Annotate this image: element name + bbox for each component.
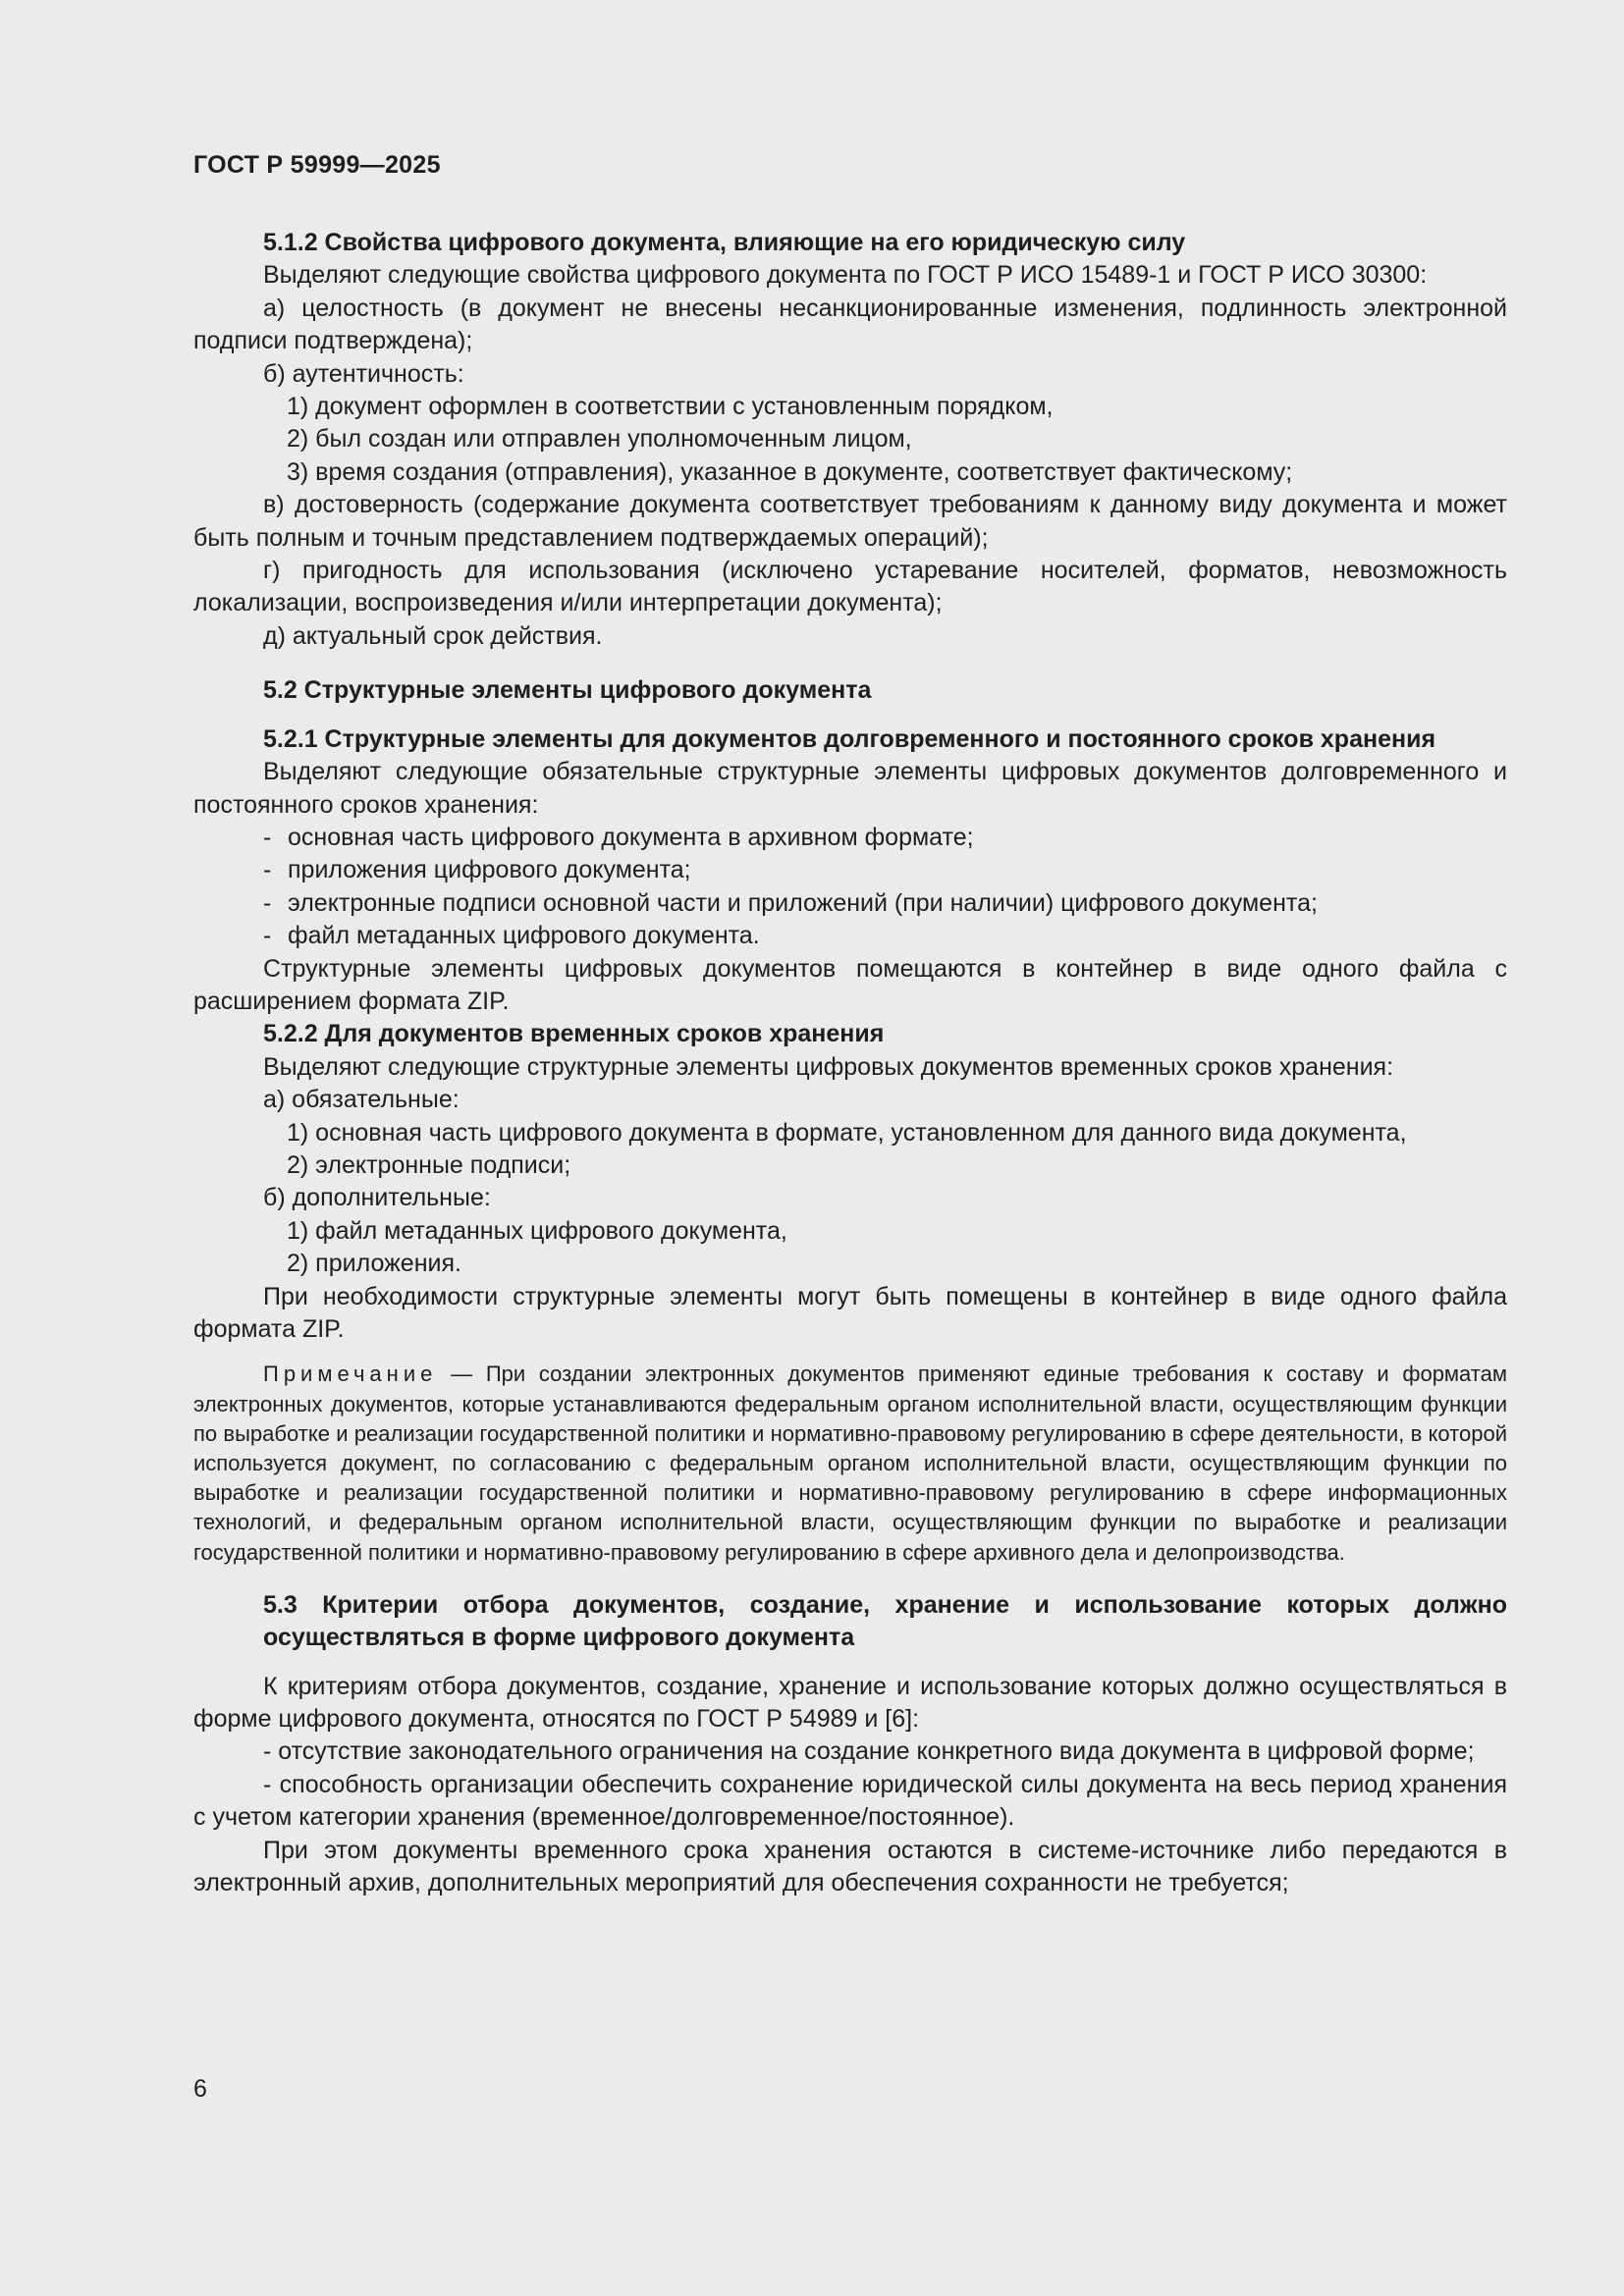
page-number: 6	[193, 2075, 207, 2103]
note-text: — При создании электронных документов применяют единые требования к составу и форматам электронных документов, которые устанавливаются федеральным органом исполнительной власти, осуществляющим функции по выработке и реализации государственной политики и нормативно-правовому регулированию в сфере деятельности, в которой используется документ, по согласованию с федеральным органом исполнительной власти, осуществляющим функции по выработке и реализации государственной политики и нормативно-правовому регулированию в сфере информационных технологий, и федеральным органом исполнительной власти, осуществляющим функции по выработке и реализации государственной политики и нормативно-правовому регулированию в сфере архивного дела и делопроизводства.	[193, 1362, 1507, 1565]
dash-item: - отсутствие законодательного ограничения на создание конкретного вида документа в цифровой форме;	[263, 1737, 1475, 1766]
dash-item: - основная часть цифрового документа в архивном формате;	[263, 823, 974, 851]
section-5-2-2-outro: При необходимости структурные элементы могут быть помещены в контейнер в виде одного файла формата ZIP.	[193, 1282, 1507, 1343]
section-5-2-2-intro: Выделяют следующие структурные элементы цифровых документов временных сроков хранения:	[263, 1052, 1394, 1081]
list-subitem-b1: 1) файл метаданных цифрового документа,	[287, 1216, 787, 1245]
section-5-3-title: 5.3 Критерии отбора документов, создание, хранение и использование которых должно осуществляться в форме цифрового документа	[263, 1590, 1507, 1652]
document-header: ГОСТ Р 59999—2025	[193, 151, 441, 179]
list-item-a: а) целостность (в документ не внесены несанкционированные изменения, подлинность электронной подписи подтверждена);	[193, 294, 1507, 355]
section-5-2-1-title: 5.2.1 Структурные элементы для документов долговременного и постоянного сроков хранения	[263, 724, 1436, 753]
section-5-2-title: 5.2 Структурные элементы цифрового документа	[263, 676, 872, 705]
list-item-g: г) пригодность для использования (исключено устаревание носителей, форматов, невозможность локализации, воспроизведения и/или интерпретации документа);	[193, 557, 1507, 617]
section-5-2-1-intro: Выделяют следующие обязательные структурные элементы цифровых документов долговременного и постоянного сроков хранения:	[193, 758, 1507, 819]
list-item-d: д) актуальный срок действия.	[263, 621, 603, 650]
dash-item: - приложения цифрового документа;	[263, 856, 691, 884]
list-subitem-b1: 1) документ оформлен в соответствии с установленным порядком,	[287, 393, 1054, 421]
dash-item: - файл метаданных цифрового документа.	[263, 922, 760, 950]
list-subitem-b2: 2) был создан или отправлен уполномоченным лицом,	[287, 425, 912, 454]
list-item-b: б) аутентичность:	[263, 359, 464, 388]
list-item-a: а) обязательные:	[263, 1086, 460, 1114]
section-5-1-2-intro: Выделяют следующие свойства цифрового документа по ГОСТ Р ИСО 15489-1 и ГОСТ Р ИСО 30300:	[263, 261, 1428, 290]
list-subitem-a1: 1) основная часть цифрового документа в формате, установленном для данного вида документа,	[287, 1118, 1407, 1147]
dash-item: - электронные подписи основной части и приложений (при наличии) цифрового документа;	[263, 888, 1318, 917]
list-subitem-b2: 2) приложения.	[287, 1250, 461, 1278]
note-block	[193, 1360, 1507, 1567]
section-5-1-2-title: 5.1.2 Свойства цифрового документа, влияющие на его юридическую силу	[263, 229, 1186, 256]
note-label: Примечание	[263, 1362, 438, 1387]
section-5-2-1-outro: Структурные элементы цифровых документов помещаются в контейнер в виде одного файла с расширением формата ZIP.	[193, 954, 1507, 1015]
document-body	[193, 227, 1507, 1899]
section-5-3-intro: К критериям отбора документов, создание, хранение и использование которых должно осуществляться в форме цифрового документа, относятся по ГОСТ Р 54989 и [6]:	[193, 1672, 1507, 1734]
list-subitem-a2: 2) электронные подписи;	[287, 1150, 571, 1179]
list-subitem-b3: 3) время создания (отправления), указанное в документе, соответствует фактическому;	[287, 457, 1293, 486]
dash-item: - способность организации обеспечить сохранение юридической силы документа на весь период хранения с учетом категории хранения (временное/долговременное/постоянное).	[193, 1770, 1507, 1832]
section-5-2-2-title: 5.2.2 Для документов временных сроков хранения	[263, 1020, 885, 1048]
section-5-3-outro: При этом документы временного срока хранения остаются в системе-источнике либо передаются в электронный архив, дополнительных мероприятий для обеспечения сохранности не требуется;	[193, 1836, 1507, 1897]
list-item-b: б) дополнительные:	[263, 1184, 491, 1212]
list-item-v: в) достоверность (содержание документа соответствует требованиям к данному виду документа и может быть полным и точным представлением подтверждаемых операций);	[193, 491, 1507, 552]
